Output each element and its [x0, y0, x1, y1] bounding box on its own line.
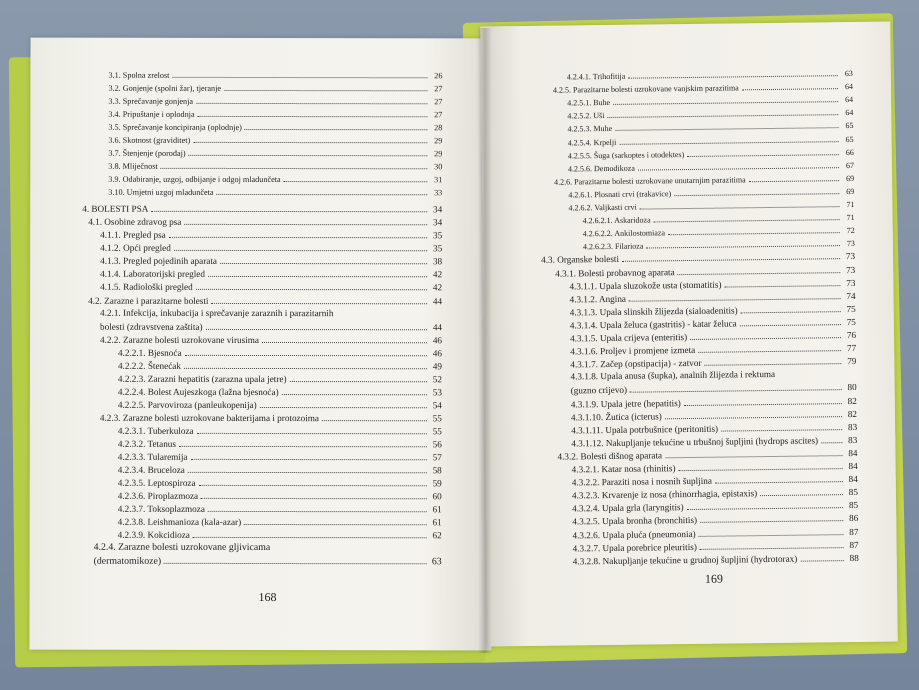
toc-entry-page: 84: [848, 460, 858, 472]
toc-entry-page: 34: [433, 217, 443, 228]
toc-entry-page: 59: [432, 478, 442, 489]
toc-entry-title: 4.3.2.5. Upala bronha (bronchitis): [572, 515, 698, 527]
toc-entry-title: 4.2.6. Parazitarne bolesti uzrokovane unutarnjim parazitima: [554, 175, 746, 187]
toc-entry: [118, 437, 442, 451]
toc-leader-dots: [189, 146, 428, 156]
toc-leader-dots: [244, 515, 427, 525]
toc-leader-dots: [628, 66, 838, 79]
toc-entry-page: 74: [846, 290, 856, 301]
toc-entry-page: 27: [434, 110, 443, 120]
toc-entry: [118, 424, 442, 438]
toc-leader-dots: [678, 459, 842, 471]
toc-entry-title: 3.1. Spolna zrelost: [108, 70, 170, 80]
toc-entry: [82, 202, 442, 216]
toc-leader-dots: [185, 346, 427, 356]
toc-entry-title: 4.3.2.4. Upala grla (laryngitis): [572, 502, 684, 514]
toc-entry-page: 79: [847, 356, 857, 367]
toc-entry-title: 4.2.2.2. Štenećak: [117, 360, 182, 371]
toc-leader-dots: [245, 120, 428, 130]
toc-leader-dots: [184, 215, 427, 225]
toc-entry-title: 4.2.3.8. Leishmanioza (kala-azar): [117, 516, 242, 527]
toc-leader-dots: [179, 437, 427, 447]
toc-entry-title: 4.2.3.2. Tetanus: [117, 438, 176, 449]
toc-leader-dots: [700, 538, 844, 550]
toc-entry-title: 4.3.1.6. Proljev i promjene izmeta: [570, 345, 696, 357]
toc-entry-page: 87: [849, 539, 859, 550]
toc-leader-dots: [619, 132, 838, 145]
toc-entry-title: 4.2.5.5. Šuga (sarkoptes i otodektes): [567, 149, 685, 161]
toc-leader-dots: [615, 119, 838, 132]
toc-leader-dots: [665, 407, 842, 419]
toc-entry-title: 4.2.3.7. Toksoplazmoza: [117, 503, 205, 514]
toc-entry-title: 4.2.2.3. Zarazni hepatitis (zarazna upala jetre): [117, 373, 287, 385]
toc-entry-page: 35: [432, 243, 443, 254]
toc-leader-dots: [193, 133, 427, 143]
toc-entry-title: 4.2.2.5. Parvoviroza (panleukopenija): [117, 399, 257, 410]
toc-leader-dots: [646, 236, 840, 248]
toc-entry-page: 71: [846, 199, 855, 210]
toc-entry-page: 73: [846, 239, 855, 249]
toc-leader-dots: [184, 359, 427, 369]
toc-entry-page: 65: [845, 134, 854, 144]
toc-leader-dots: [290, 372, 427, 382]
toc-entry-title: 4.3.1.2. Angina: [569, 293, 627, 305]
toc-entry-page: 55: [432, 426, 442, 437]
toc-entry-page: 69: [846, 173, 855, 183]
toc-leader-dots: [684, 394, 842, 406]
toc-leader-dots: [224, 81, 427, 91]
toc-entry-title: 3.4. Pripuštanje i oplodnja: [108, 109, 195, 119]
toc-leader-dots: [199, 476, 427, 486]
toc-entry-title: 4.2.6.2.3. Filarioza: [582, 241, 644, 252]
toc-entry: [94, 554, 442, 569]
toc-entry-title: 4.1.3. Pregled pojedinih aparata: [100, 255, 218, 266]
toc-entry-title: 4.2.5.3. Muhe: [567, 124, 613, 134]
toc-entry-title: 4.1.5. Radiološki pregled: [100, 281, 193, 292]
toc-entry-page: 75: [846, 316, 856, 327]
toc-leader-dots: [198, 107, 428, 117]
toc-leader-dots: [690, 328, 841, 340]
toc-leader-dots: [721, 420, 842, 431]
toc-leader-dots: [607, 105, 838, 118]
toc-entry-page: 87: [849, 526, 859, 537]
toc-entry-page: 44: [432, 322, 443, 333]
toc-entry-page: 88: [849, 552, 859, 563]
toc-leader-dots: [161, 159, 428, 169]
toc-leader-dots: [800, 551, 844, 562]
toc-leader-dots: [678, 263, 841, 275]
toc-entry-page: 38: [432, 256, 443, 267]
toc-entry-title: 4.3.2.7. Upala porebrice pleuritis): [572, 541, 697, 554]
toc-entry-title: 4.3.1.1. Upala sluzokože usta (stomatitis): [569, 279, 722, 292]
toc-entry-page: 73: [846, 277, 856, 288]
toc-entry: [100, 254, 442, 268]
toc-entry-title: (dermatomikoze): [93, 555, 162, 567]
toc-leader-dots: [208, 502, 427, 512]
toc-entry-title: 4.3.2. Bolesti dišnog aparata: [557, 450, 663, 462]
toc-entry-title: 4.3.2.8. Nakupljanje tekućine u grudnoj šupljini (hydrotorax): [572, 553, 798, 567]
toc-entry: [100, 228, 442, 242]
toc-leader-dots: [674, 184, 839, 196]
toc-entry-page: 34: [433, 204, 443, 215]
toc-entry-title: 4.3.1.10. Žutica (icterus): [570, 410, 662, 423]
toc-leader-dots: [699, 525, 844, 537]
toc-entry-page: 26: [434, 71, 443, 81]
toc-entry-page: 82: [847, 395, 857, 406]
toc-entry-page: 42: [432, 282, 443, 293]
toc-entry-page: 29: [434, 149, 443, 159]
toc-entry-title: 4.3.2.2. Paraziti nosa i nosnih šupljina: [571, 475, 712, 488]
toc-entry-title: 4.2.6.2.1. Askaridoza: [582, 215, 651, 226]
toc-entry-page: 84: [848, 474, 858, 485]
toc-entry-page: 35: [432, 230, 443, 241]
toc-leader-dots: [322, 411, 427, 421]
toc-entry-title: 4.2.3.6. Piroplazmoza: [117, 490, 199, 501]
toc-entry: [118, 515, 442, 529]
toc-entry-title: 3.2. Gonjenje (spolni žar), tjeranje: [108, 83, 222, 93]
toc-entry-title: 4.2.2. Zarazne bolesti uzrokovane virusima: [99, 334, 259, 345]
toc-leader-dots: [629, 289, 841, 302]
toc-leader-dots: [193, 528, 427, 538]
toc-entry-title: 4.2.5.1. Buhe: [567, 98, 611, 108]
toc-entry-title: 3.10. Umjetni uzgoj mladunčeta: [108, 187, 214, 197]
toc-entry: [573, 551, 859, 567]
toc-entry-title: 4.1.4. Laboratorijski pregled: [100, 268, 206, 279]
toc-leader-dots: [638, 158, 839, 170]
toc-entry: [118, 502, 442, 516]
toc-entry: [118, 489, 442, 503]
toc-entry-title: 4.2.3.4. Bruceloza: [117, 464, 185, 475]
left-page: [29, 38, 492, 651]
toc-entry-title: 4.2.1. Infekcija, inkubacija i sprečavanje zaraznih i parazitarnih: [100, 307, 334, 319]
toc-entry-page: 53: [432, 387, 442, 398]
toc-entry-page: 82: [847, 408, 858, 419]
toc-leader-dots: [741, 302, 841, 313]
toc-leader-dots: [169, 228, 427, 238]
toc-entry-title: 3.3. Sprečavanje gonjenja: [108, 96, 194, 106]
toc-entry-title: (guzno crijevo): [570, 385, 628, 396]
toc-leader-dots: [760, 485, 843, 496]
toc-leader-dots: [715, 472, 843, 484]
toc-entry-page: 77: [846, 343, 857, 354]
toc-entry-title: 4.1.1. Pregled psa: [100, 229, 166, 240]
toc-entry-page: 27: [434, 84, 443, 94]
toc-leader-dots: [740, 315, 841, 326]
toc-entry-title: 4.2.6.2.2. Ankilostomiaza: [582, 228, 666, 239]
toc-leader-dots: [197, 424, 427, 434]
toc-entry-title: 4.2.5.2. Uši: [567, 111, 605, 121]
toc-entry-title: 4.3.1.12. Nakupljanje tekućine u trbušnoj šupljini (hydrops ascites): [571, 435, 819, 449]
toc-entry-title: 4.2. Zarazne i parazitarne bolesti: [88, 295, 209, 306]
toc-entry-page: 60: [432, 491, 442, 502]
toc-entry-title: 4.1.2. Opći pregled: [100, 242, 171, 253]
toc-entry-title: 4.3.2.1. Katar nosa (rhinitis): [571, 463, 676, 475]
toc-entry: [100, 333, 442, 347]
toc-leader-dots: [749, 171, 840, 182]
toc-entry: [88, 215, 442, 229]
toc-entry: [100, 307, 442, 320]
toc-entry-title: 4.3.1.9. Upala jetre (hepatitis): [570, 397, 681, 409]
toc-entry-page: 46: [432, 335, 443, 346]
toc-entry-page: 55: [432, 413, 442, 424]
toc-leader-dots: [668, 223, 840, 235]
toc-entry: [100, 267, 442, 281]
toc-entry: [118, 359, 442, 373]
toc-leader-dots: [654, 210, 840, 222]
toc-entry-title: 4. BOLESTI PSA: [82, 203, 149, 214]
toc-entry-page: 31: [434, 175, 443, 185]
toc-entry-page: 86: [849, 513, 859, 524]
toc-entry-title: 4.2.2.1. Bjesnoća: [117, 347, 182, 358]
toc-entry: [108, 185, 442, 200]
toc-entry-title: 4.2.3.5. Leptospiroza: [117, 477, 196, 488]
toc-entry-title: 4.2.4.1. Trihofitija: [566, 71, 626, 82]
toc-leader-dots: [613, 92, 838, 105]
toc-leader-dots: [284, 172, 428, 182]
toc-entry-title: 4.2.5. Parazitarne bolesti uzrokovane vanjskim parazitima: [552, 83, 739, 95]
toc-entry-title: 4.2.3.3. Tularemija: [117, 451, 188, 462]
toc-entry-title: 4.2.4. Zarazne bolesti uzrokovane gljivicama: [93, 541, 271, 554]
toc-leader-dots: [700, 512, 843, 524]
toc-entry-page: 71: [846, 213, 855, 223]
toc-leader-dots: [217, 185, 428, 195]
toc-entry-title: 4.3.1.11. Upala potrbušnice (peritonitis): [571, 423, 719, 436]
toc-entry-page: 57: [432, 452, 442, 463]
toc-leader-dots: [196, 280, 427, 290]
toc-entry-title: 4.2.2.4. Bolest Aujeszkoga (lažna bjesnoća): [117, 386, 279, 398]
toc-leader-dots: [196, 94, 427, 104]
toc-entry-page: 84: [848, 447, 858, 458]
toc-entry-page: 65: [845, 121, 854, 131]
toc-entry-page: 67: [845, 160, 855, 170]
toc-entry-page: 61: [432, 517, 442, 528]
toc-entry-page: 73: [845, 264, 856, 275]
toc-entry-page: 83: [847, 421, 858, 432]
toc-entry-page: 62: [432, 530, 442, 541]
toc-entry-page: 75: [846, 303, 856, 314]
toc-entry-title: 4.3.2.6. Upala pluća (pneumonia): [572, 528, 696, 540]
toc-entry-title: 4.3.2.3. Krvarenje iz nosa (rhinorrhagia, epistaxis): [571, 488, 758, 501]
toc-entry-page: 28: [434, 123, 443, 133]
toc-leader-dots: [687, 498, 844, 510]
toc-entry-title: 4.3.1.3. Upala slinskih žlijezda (sialoadenitis): [569, 305, 738, 318]
right-page: [480, 22, 898, 647]
toc-entry-page: 44: [432, 296, 443, 307]
toc-entry: [118, 463, 442, 477]
toc-leader-dots: [220, 254, 427, 264]
toc-entry-title: 4.3.1.7. Začep (opstipacija) - zatvor: [570, 358, 702, 370]
toc-leader-dots: [172, 68, 427, 78]
toc-leader-dots: [778, 367, 841, 377]
toc-leader-dots: [174, 241, 427, 251]
toc-leader-dots: [640, 197, 840, 209]
toc-entry-title: 3.5. Sprečavanje koncipiranja (oplodnje): [108, 122, 242, 132]
toc-entry-title: 4.3.1. Bolesti probavnog aparata: [555, 266, 675, 279]
toc-leader-dots: [206, 320, 427, 330]
page-number-right: 169: [704, 571, 724, 586]
toc-entry-page: 52: [432, 374, 442, 385]
toc-leader-dots: [687, 145, 839, 157]
toc-entry: [118, 385, 442, 399]
toc-leader-dots: [698, 341, 841, 353]
toc-entry-title: 4.2.6.1. Plosnati crvi (trakavice): [568, 189, 672, 200]
toc-entry-title: 4.2.6.2. Valjkasti crvi: [568, 202, 637, 213]
toc-leader-dots: [151, 202, 427, 212]
toc-entry-page: 33: [434, 188, 443, 198]
toc-leader-dots: [190, 450, 426, 460]
toc-entry-page: 63: [431, 556, 442, 568]
toc-leader-dots: [188, 463, 427, 473]
toc-entry-page: 72: [846, 226, 855, 236]
toc-entry-title: bolesti (zdravstvena zaštita): [100, 321, 203, 332]
toc-entry-title: 3.6. Skotnost (graviditet): [108, 135, 191, 145]
toc-entry: [118, 398, 442, 412]
toc-entry: [118, 346, 442, 360]
toc-entry-page: 42: [432, 269, 443, 280]
toc-entry-title: 4.3. Organske bolesti: [541, 254, 620, 266]
toc-leader-dots: [724, 276, 840, 287]
toc-leader-dots: [273, 541, 426, 550]
toc-entry-page: 73: [845, 251, 856, 262]
toc-entry-page: 64: [845, 108, 854, 118]
toc-entry-page: 85: [848, 487, 859, 498]
toc-entry-page: 56: [432, 439, 442, 450]
toc-entry-title: 4.2.3.1. Tuberkuloza: [117, 425, 194, 436]
toc-entry-page: 30: [434, 162, 443, 172]
toc-entry-title: 4.2.3. Zarazne bolesti uzrokovane bakterijama i protozoima: [99, 412, 320, 424]
toc-leader-dots: [821, 433, 842, 443]
toc-entry-page: 85: [848, 500, 859, 511]
toc-leader-dots: [704, 354, 841, 366]
toc-leader-dots: [742, 79, 838, 90]
toc-entry-page: 64: [845, 95, 854, 105]
toc-entry-title: 4.1. Osobine zdravog psa: [88, 216, 182, 227]
toc-entry-title: 4.3.1.4. Upala želuca (gastritis) - katar želuca: [569, 318, 737, 331]
toc-entry-page: 76: [846, 329, 857, 341]
toc-entry: [100, 241, 442, 255]
toc-entry: [118, 476, 442, 490]
toc-entry: [118, 528, 442, 542]
toc-leader-dots: [211, 294, 427, 304]
toc-entry: [100, 320, 442, 334]
toc-entry-page: 66: [845, 147, 854, 157]
toc-leader-dots: [262, 333, 427, 343]
toc-entry-page: 64: [844, 82, 854, 92]
toc-entry: [88, 294, 442, 308]
page-number-left: 168: [258, 589, 277, 605]
toc-entry-page: 46: [432, 348, 442, 359]
toc-leader-dots: [164, 554, 427, 564]
toc-leader-dots: [336, 307, 427, 316]
toc-entry: [94, 541, 442, 555]
toc-entry-title: 4.2.3.9. Kokcidioza: [117, 529, 190, 540]
toc-entry-title: 3.9. Odabiranje, uzgoj, odbijanje i odgoj mladunčeta: [108, 174, 281, 185]
toc-entry-page: 63: [844, 68, 853, 79]
toc-entry: [100, 411, 442, 425]
table-of-contents-left: [31, 38, 493, 568]
toc-leader-dots: [630, 381, 842, 394]
toc-entry-page: 61: [432, 504, 442, 515]
toc-entry-title: 3.8. Mliječnost: [108, 161, 158, 171]
toc-entry-title: 3.7. Štenjenje (porođaj): [108, 148, 186, 158]
toc-leader-dots: [201, 489, 427, 499]
toc-entry-page: 27: [434, 97, 443, 107]
toc-entry-page: 83: [848, 434, 858, 445]
toc-entry-page: 54: [432, 400, 442, 411]
toc-entry: [118, 372, 442, 386]
toc-entry-title: 4.2.5.6. Demodikoza: [567, 163, 635, 174]
toc-entry-page: 29: [434, 136, 443, 146]
toc-entry-page: 49: [432, 361, 442, 372]
toc-leader-dots: [282, 385, 427, 395]
toc-entry-title: 4.3.1.5. Upala crijeva (enteritis): [569, 332, 688, 344]
toc-entry-page: 58: [432, 465, 442, 476]
toc-leader-dots: [208, 267, 427, 277]
toc-entry-title: 4.2.5.4. Krpelji: [567, 137, 617, 147]
toc-entry: [100, 280, 442, 294]
toc-leader-dots: [260, 398, 427, 408]
toc-entry-page: 80: [847, 382, 857, 393]
toc-leader-dots: [622, 250, 840, 263]
toc-entry: [118, 450, 442, 464]
toc-entry-page: 69: [846, 186, 855, 196]
toc-entry-title: 4.3.1.8. Upala anusa (šupka), analnih žlijezda i rektuma: [570, 369, 776, 382]
toc-leader-dots: [665, 446, 842, 458]
